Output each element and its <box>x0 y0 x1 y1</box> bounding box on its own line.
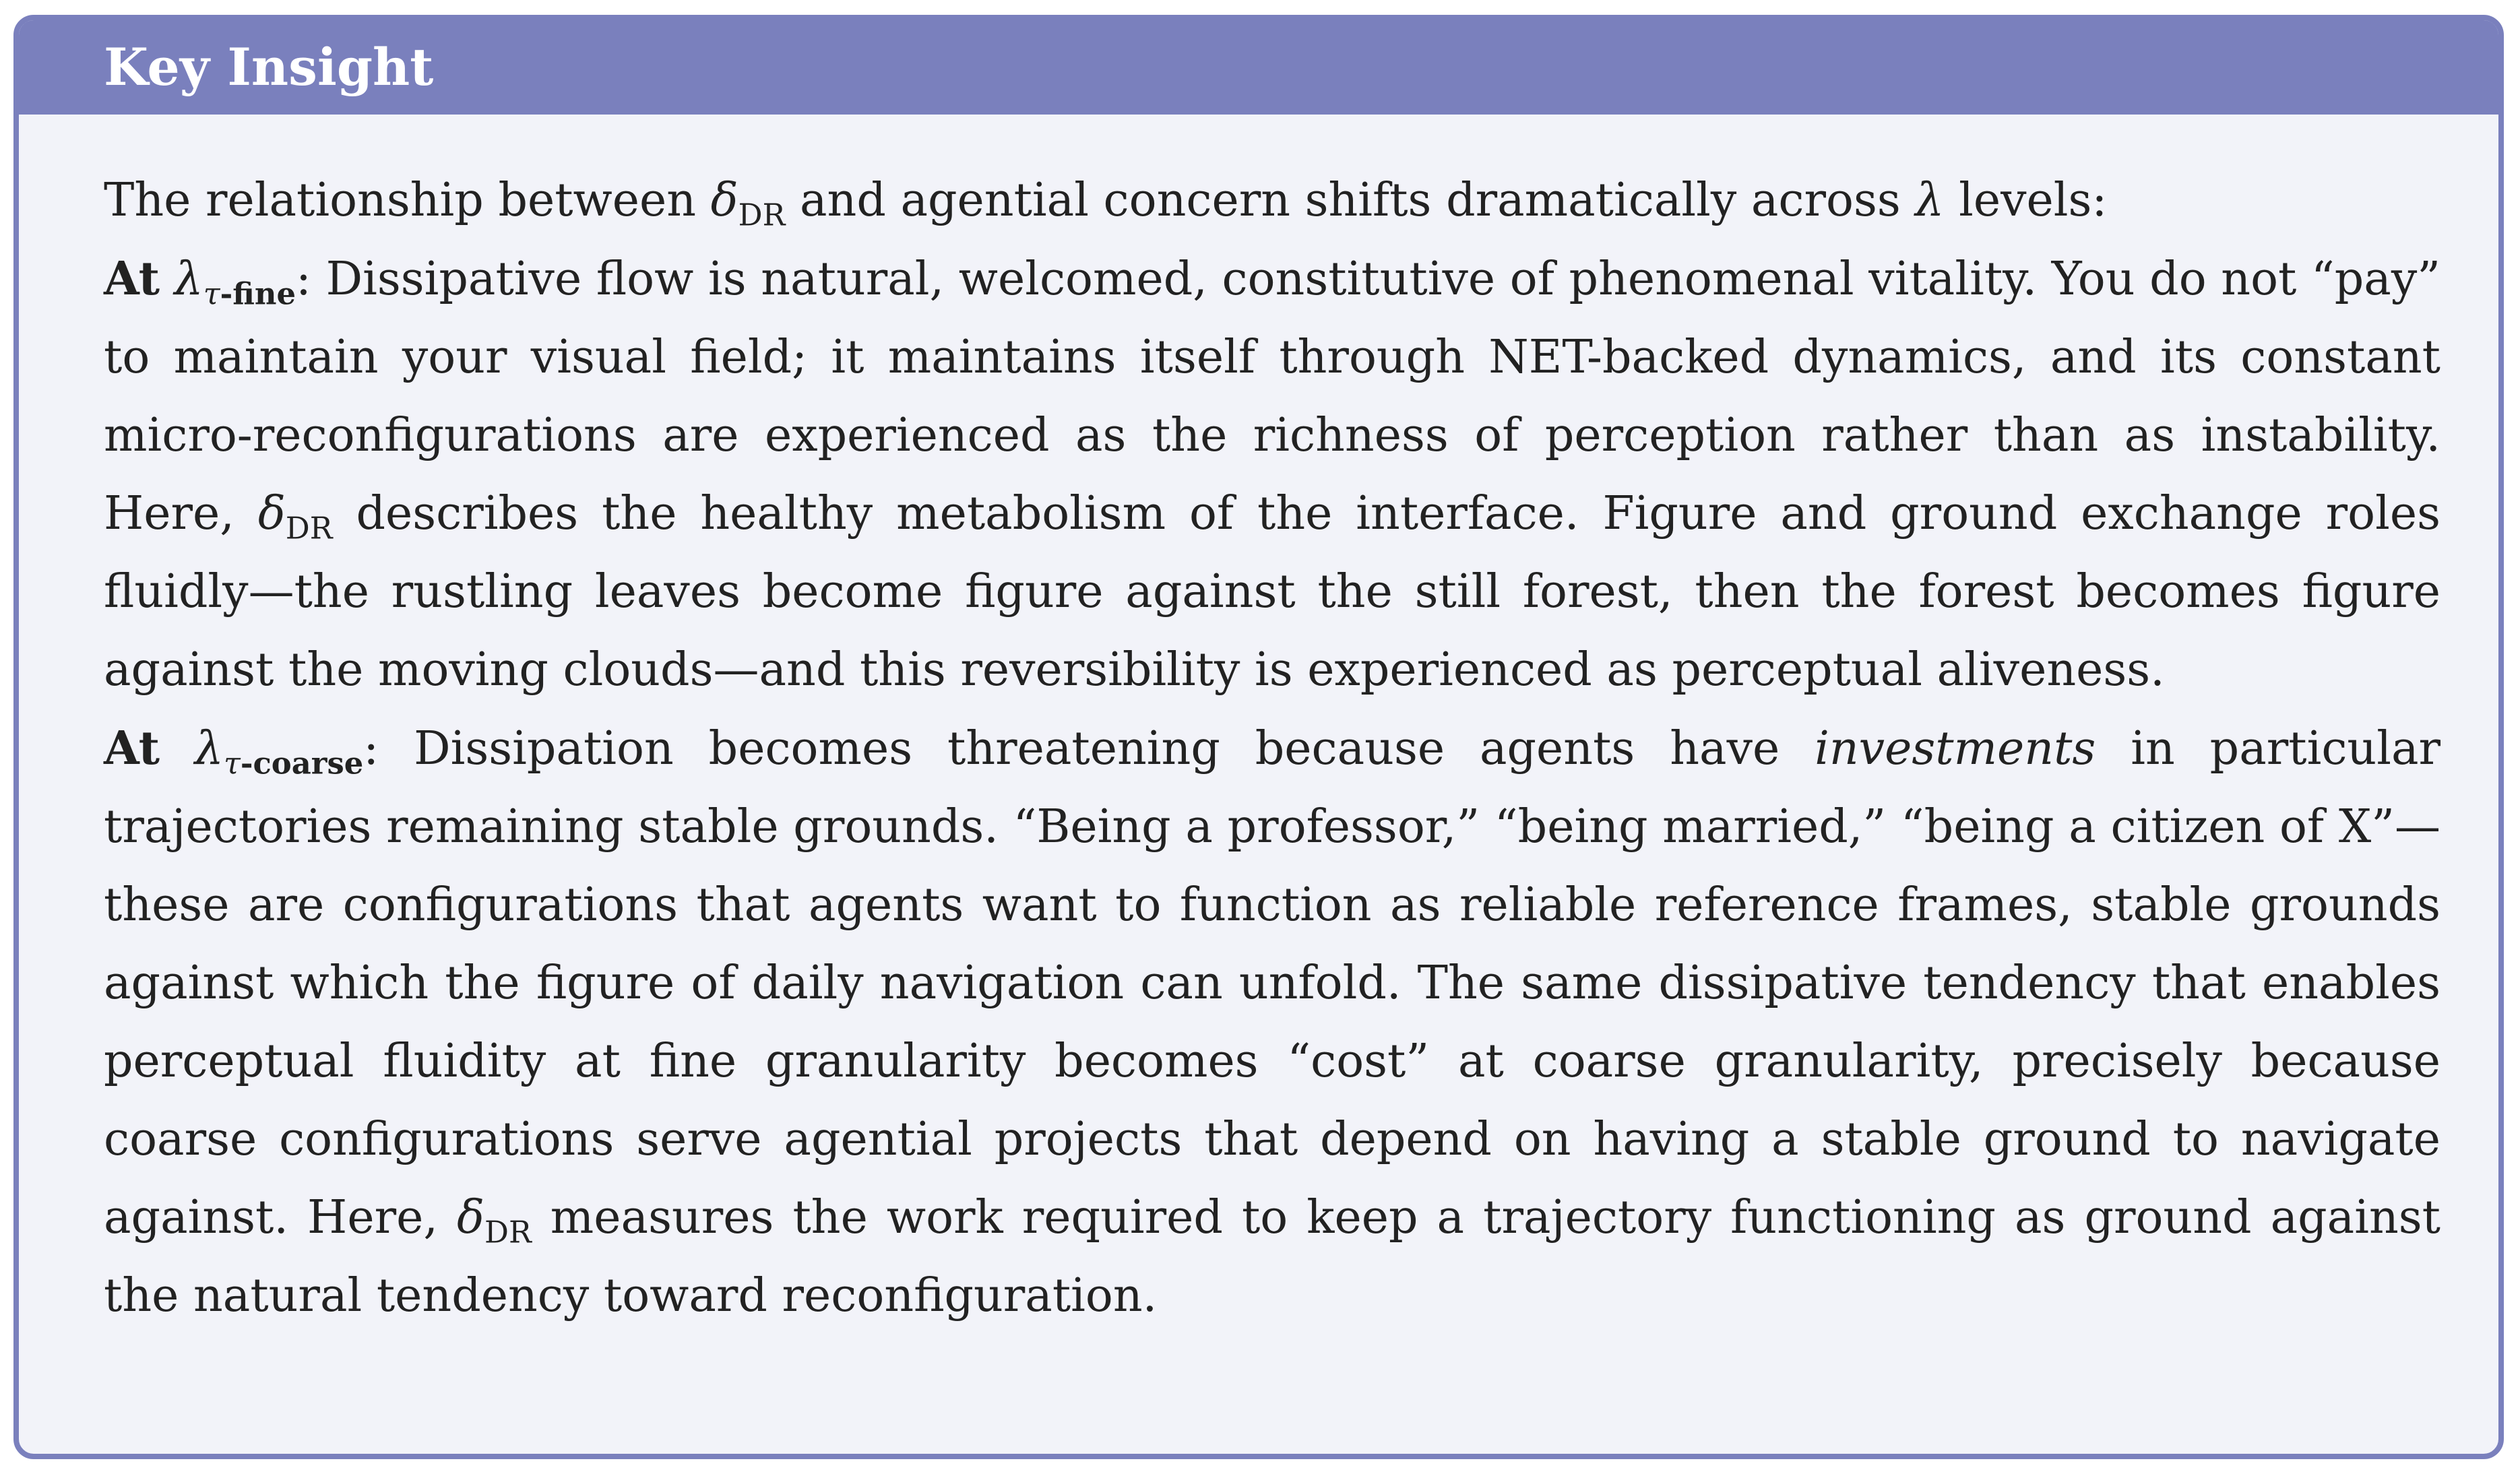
box-title: Key Insight <box>19 20 2498 115</box>
fine-text-a: : Dissipative flow is natural, welcomed, constitutive of phenomenal vitality. You do not “pay” to maintain your visual field; it maintains itself through NET-backed dynamics, and its constant micro-reconfigurations are experienced as the richness of perception rather than as instability. Here, <box>104 253 2440 540</box>
fine-delta-symbol: δ <box>257 487 286 540</box>
delta-symbol: δ <box>710 174 738 227</box>
coarse-emphasis: investments <box>1815 722 2096 775</box>
lambda-symbol: λ <box>1915 174 1945 227</box>
intro-text-before: The relationship between <box>104 174 711 227</box>
coarse-lambda-symbol: λ <box>194 722 224 775</box>
coarse-text-a: : Dissipation becomes threatening because agents have <box>363 722 1815 775</box>
coarse-subscript <box>224 746 363 781</box>
intro-text-middle: and agential concern shifts dramatically across <box>785 174 1916 227</box>
fine-subscript-suffix: -fine <box>220 276 296 312</box>
coarse-subscript-suffix: -coarse <box>240 745 364 781</box>
fine-subscript <box>203 276 296 312</box>
coarse-paragraph <box>104 709 2440 1335</box>
fine-tau-symbol: τ <box>203 276 220 312</box>
coarse-tau-symbol: τ <box>224 745 241 781</box>
fine-lambda-symbol: λ <box>174 253 203 306</box>
key-insight-box <box>13 15 2504 1459</box>
coarse-delta-subscript: DR <box>484 1214 532 1250</box>
coarse-at-label: At <box>104 721 160 775</box>
coarse-text-b: in particular trajectories remaining stable grounds. “Being a professor,” “being married,” “being a citizen of X”—these are configurations that agents want to function as reliable reference frames, stable grounds against which the figure of daily navigation can unfold. The same dissipative tendency that enables perceptual fluidity at fine granularity becomes “cost” at coarse granularity, precisely because coarse configurations serve agential projects that depend on having a stable ground to navigate against. Here, <box>104 722 2440 1244</box>
fine-text-b: describes the healthy metabolism of the interface. Figure and ground exchange roles fluidly—the rustling leaves become figure against the still forest, then the forest becomes figure against the moving clouds—and this reversibility is experienced as perceptual aliveness. <box>104 487 2440 697</box>
delta-subscript: DR <box>738 197 786 233</box>
coarse-text-c: measures the work required to keep a trajectory functioning as ground against the natural tendency toward reconfiguration. <box>104 1191 2440 1322</box>
fine-delta-subscript: DR <box>285 510 333 546</box>
intro-text-after: levels: <box>1944 174 2108 227</box>
intro-paragraph <box>104 162 2440 240</box>
fine-paragraph <box>104 240 2440 709</box>
fine-at-label: At <box>104 252 160 306</box>
coarse-delta-symbol: δ <box>457 1191 484 1244</box>
box-body <box>104 162 2440 1335</box>
